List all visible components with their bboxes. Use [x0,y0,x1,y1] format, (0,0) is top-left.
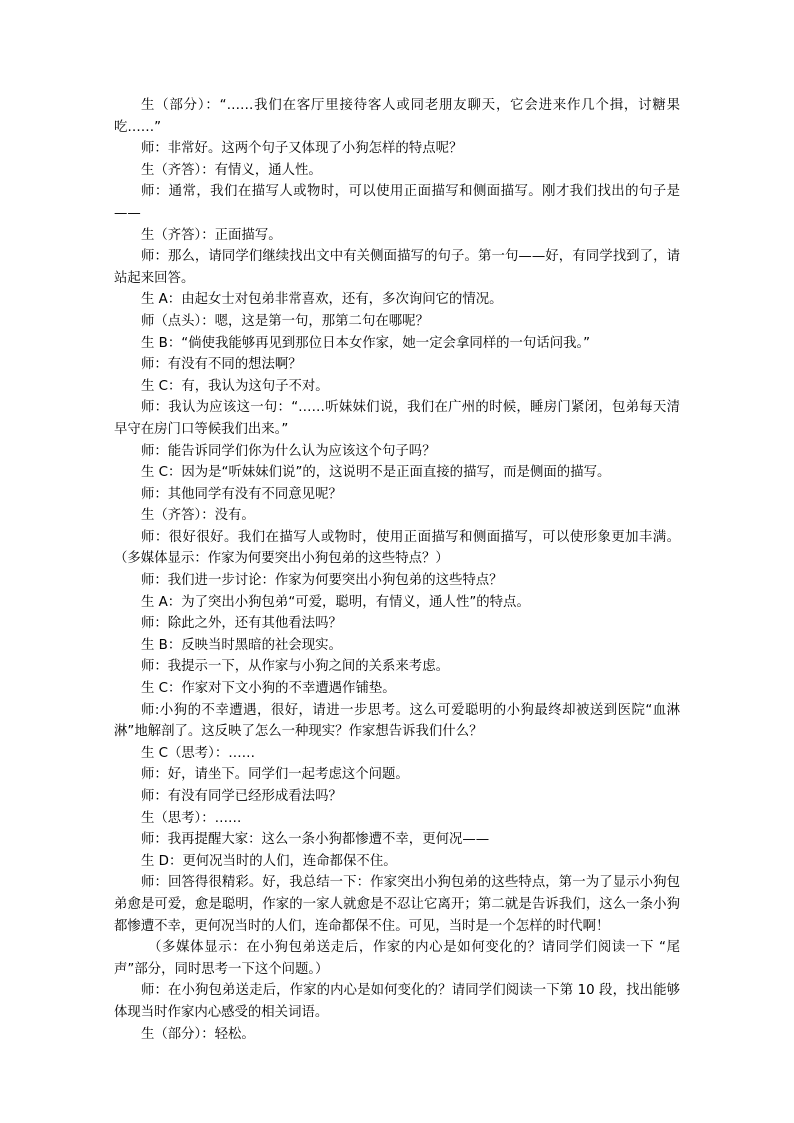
paragraph-3: 生（齐答）：有情义，通人性。 [141,162,322,178]
paragraph-31: 师：回答得很精彩。好，我总结一下：作家突出小狗包弟的这些特点，第一为了显示小狗包弟愈是可爱，愈是聪明，作家的一家人就愈是不忍让它离开；第二就是告诉我们，这么一条小狗都惨遭不幸，更何况当时的人们，连命都保不住。可见，当时是一个怎样的时代啊！ [114,875,680,934]
paragraph-18: 师：我们进一步讨论：作家为何要突出小狗包弟的这些特点？ [141,573,503,589]
paragraph-24: 师:小狗的不幸遭遇，很好，请进一步思考。这么可爱聪明的小狗最终却被送到医院“血淋淋”地解剖了。这反映了怎么一种现实？作家想告诉我们什么？ [114,702,680,740]
paragraph-22: 师：我提示一下，从作家与小狗之间的关系来考虑。 [141,659,449,675]
paragraph-23: 生 C：作家对下文小狗的不幸遭遇作铺垫。 [141,681,396,697]
paragraph-15: 师：其他同学有没有不同意见呢？ [141,486,342,502]
paragraph-12: 师：我认为应该这一句：“……听妹妹们说，我们在广州的时候，睡房门紧闭，包弟每天清早守在房门口等候我们出来。” [114,400,680,437]
paragraph-14: 生 C：因为是“听妹妹们说”的，这说明不是正面直接的描写，而是侧面的描写。 [141,465,611,481]
paragraph-30: 生 D：更何况当时的人们，连命都保不住。 [141,853,397,869]
document-body [114,95,680,1045]
paragraph-10: 师：有没有不同的想法啊？ [141,357,302,373]
paragraph-34: 生（部分）：轻松。 [141,1026,255,1042]
paragraph-6: 师：那么，请同学们继续找出文中有关侧面描写的句子。第一句——好，有同学找到了，请站起来回答。 [114,249,680,286]
paragraph-4: 师：通常，我们在描写人或物时，可以使用正面描写和侧面描写。刚才我们找出的句子是—— [114,184,680,221]
paragraph-8: 师（点头）：嗯，这是第一句，那第二句在哪呢？ [141,313,429,329]
paragraph-5: 生（齐答）：正面描写。 [141,227,282,243]
paragraph-28: 生（思考）：…… [141,810,242,826]
paragraph-26: 师：好，请坐下。同学们一起考虑这个问题。 [141,767,409,783]
paragraph-13: 师：能告诉同学们你为什么认为应该这个句子吗？ [141,443,436,459]
paragraph-16: 生（齐答）：没有。 [141,508,255,524]
paragraph-33: 师：在小狗包弟送走后，作家的内心是如何变化的？请同学们阅读一下第 10 段，找出能够体现当时作家内心感受的相关词语。 [114,983,680,1020]
paragraph-19: 生 A：为了突出小狗包弟“可爱，聪明，有情义，通人性”的特点。 [141,594,530,610]
paragraph-7: 生 A：由起女士对包弟非常喜欢，还有，多次询问它的情况。 [141,292,503,308]
paragraph-11: 生 C：有，我认为这句子不对。 [141,378,329,394]
paragraph-17: 师：很好很好。我们在描写人或物时，使用正面描写和侧面描写，可以使形象更加丰满。（多媒体显示：作家为何要突出小狗包弟的这些特点？） [114,529,680,567]
paragraph-2: 师：非常好。这两个句子又体现了小狗怎样的特点呢？ [141,141,463,157]
paragraph-9: 生 B：“倘使我能够再见到那位日本女作家，她一定会拿同样的一句话问我。” [141,335,591,351]
paragraph-27: 师：有没有同学已经形成看法吗？ [141,789,342,804]
paragraph-29: 师：我再提醒大家：这么一条小狗都惨遭不幸，更何况—— [141,832,490,848]
paragraph-25: 生 C（思考）：…… [141,745,256,761]
paragraph-20: 师：除此之外，还有其他看法吗？ [141,616,342,632]
paragraph-32: （多媒体显示：在小狗包弟送走后，作家的内心是如何变化的？请同学们阅读一下 “尾声”部分，同时思考一下这个问题。） [114,940,680,977]
paragraph-21: 生 B：反映当时黑暗的社会现实。 [141,637,342,653]
paragraph-1: 生（部分）：“……我们在客厅里接待客人或同老朋友聊天，它会进来作几个揖，讨糖果吃……” [114,98,680,135]
